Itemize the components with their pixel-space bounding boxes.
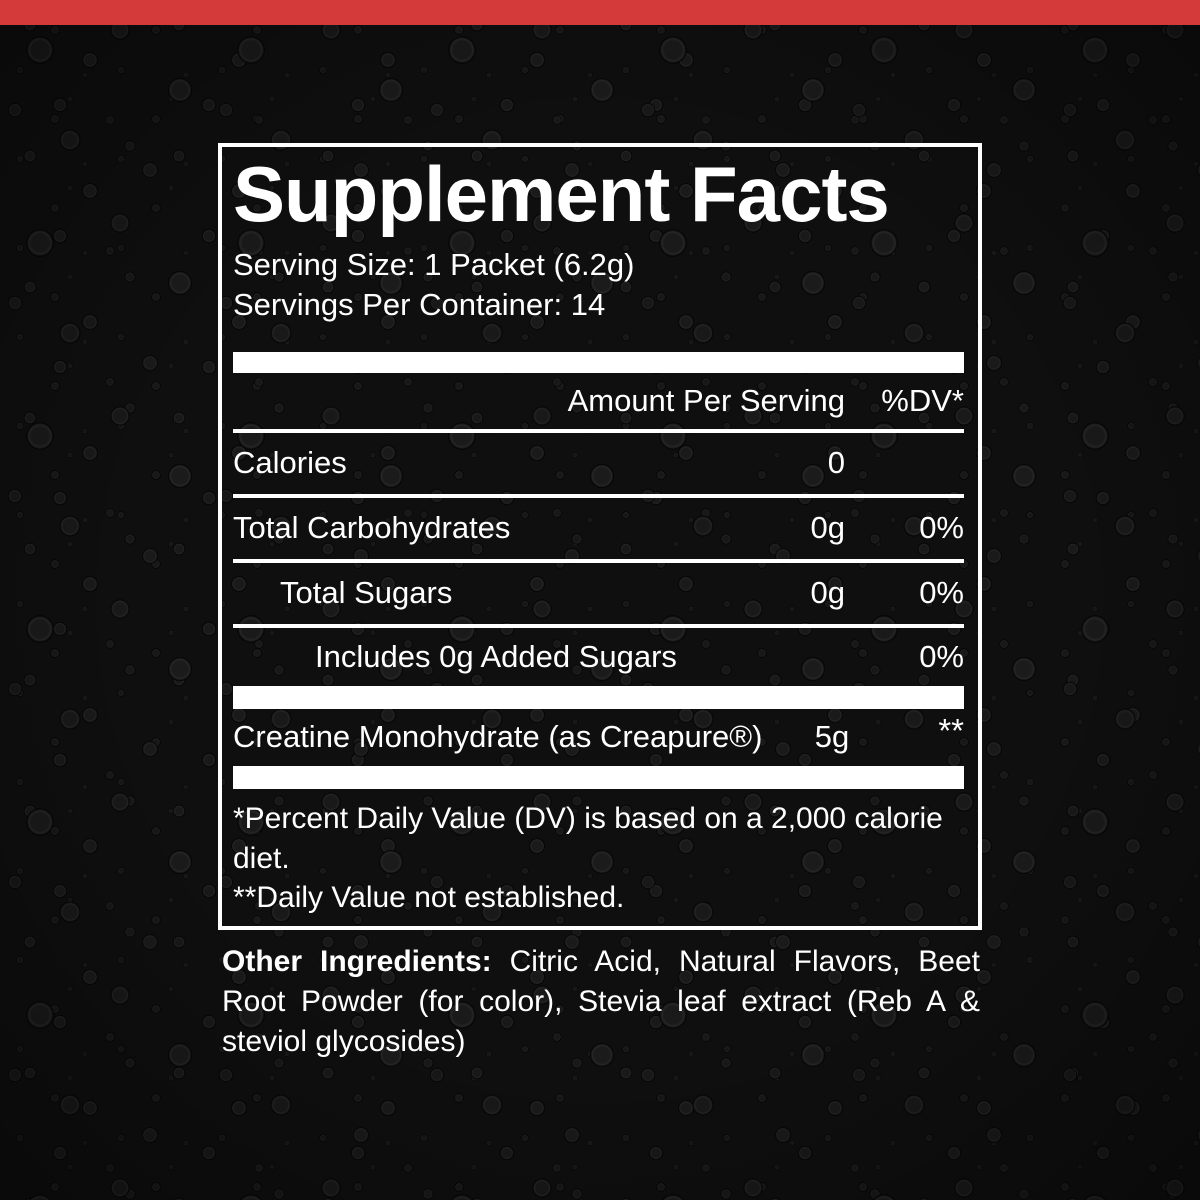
row-amount: 0	[827, 445, 845, 481]
row-label: Calories	[233, 445, 347, 481]
other-ingredients-text: Citric Acid, Natural Flavors, Beet Root Powder (for color), Stevia leaf extract (Reb A & steviol glycosides)	[222, 945, 980, 1058]
row-amount: 5g	[814, 719, 850, 755]
table-row-added-sugars	[233, 628, 964, 686]
serving-size-text: Serving Size: 1 Packet (6.2g)	[233, 247, 635, 283]
daily-value-footnote: *Percent Daily Value (DV) is based on a 2,000 calorie diet.	[233, 801, 943, 875]
thick-divider-bottom	[233, 766, 964, 789]
row-dv-asterisks: **	[938, 711, 964, 749]
servings-per-container-text: Servings Per Container: 14	[233, 287, 606, 323]
row-dv: 0%	[919, 510, 964, 546]
row-label: Includes 0g Added Sugars	[315, 638, 677, 674]
row-amount: 0g	[810, 510, 845, 546]
table-row-total-sugars	[233, 563, 964, 624]
thick-divider-top	[233, 352, 964, 373]
row-dv: 0%	[919, 638, 964, 674]
other-ingredients-paragraph	[222, 942, 980, 1062]
table-row-total-carbohydrates	[233, 498, 964, 559]
table-row-calories	[233, 433, 964, 494]
other-ingredients-label: Other Ingredients:	[222, 945, 492, 978]
row-label: Total Sugars	[280, 575, 453, 611]
table-row-creatine	[233, 709, 964, 766]
supplement-facts-title: Supplement Facts	[233, 150, 889, 238]
not-established-footnote: **Daily Value not established.	[233, 881, 625, 915]
footnotes	[233, 799, 964, 919]
thick-divider-middle	[233, 686, 964, 709]
amount-per-serving-header: Amount Per Serving	[567, 382, 845, 418]
red-accent-bar	[0, 0, 1200, 25]
percent-dv-header: %DV*	[881, 382, 964, 418]
table-header-row	[233, 373, 964, 429]
supplement-facts-panel	[218, 143, 982, 930]
serving-info	[233, 245, 964, 326]
row-label: Total Carbohydrates	[233, 510, 511, 546]
row-dv: 0%	[919, 575, 964, 611]
row-label: Creatine Monohydrate (as Creapure®)	[233, 719, 763, 755]
row-amount: 0g	[810, 575, 845, 611]
